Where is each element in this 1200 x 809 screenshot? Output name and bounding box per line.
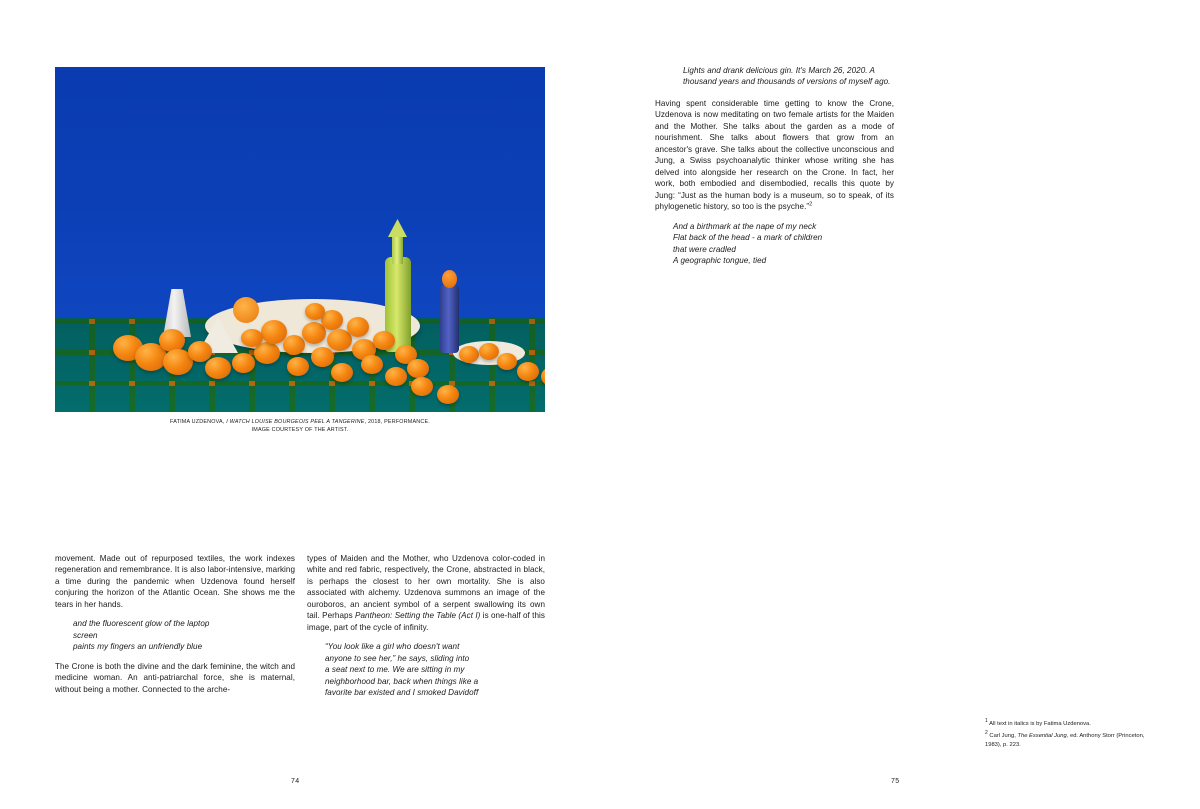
footnote-text: All text in italics is by Fatima Uzdenova. (989, 721, 1091, 727)
verse-line: and the fluorescent glow of the laptop (73, 619, 210, 629)
figure-caption (55, 418, 545, 434)
photo-tangerine (361, 355, 383, 374)
page-number-right: 75 (891, 778, 900, 785)
photo-tangerine (459, 346, 479, 363)
photo-blue-bottle (440, 285, 459, 353)
left-column-a (55, 553, 295, 695)
footnote-number: 2 (985, 730, 988, 737)
figure-block (55, 67, 545, 434)
figure-caption-prefix: FATIMA UZDENOVA, (170, 419, 227, 425)
right-column (655, 65, 894, 275)
figure-caption-suffix: , 2018, PERFORMANCE. (364, 419, 430, 425)
photo-tangerine (479, 343, 499, 360)
paragraph (655, 98, 894, 213)
photo-tangerine (347, 317, 369, 337)
footnote-title: The Essential Jung (1017, 733, 1067, 740)
photo-tangerine (497, 353, 517, 370)
paragraph: The Crone is both the divine and the dark feminine, the witch and medicine woman. An anti-patriarchal force, she is maternal, without being a mother. Connected to the arche- (55, 661, 295, 694)
footnote-tail: , ed. Anthony Storr (Princeton, 1983), p. 223. (985, 733, 1145, 748)
photo-blue-bottle-cap (442, 270, 457, 288)
paragraph (307, 553, 545, 633)
still-life-photograph (55, 67, 545, 412)
verse-line: that were cradled (673, 244, 736, 254)
verse-line: “You look like a girl who doesn't want (325, 642, 460, 652)
verse-line: A geographic tongue, tied (673, 256, 767, 266)
photo-tangerine (311, 347, 334, 367)
verse-line: paints my fingers an unfriendly blue (73, 642, 203, 652)
verse-line: anyone to see her,” he says, sliding into (325, 653, 470, 663)
figure-caption-title: I WATCH LOUISE BOURGEOIS PEEL A TANGERINE (226, 419, 365, 425)
photo-tangerine (283, 335, 305, 355)
footnote-2 (985, 732, 1145, 749)
photo-tangerine (305, 303, 325, 320)
paragraph-part-2: is one-half of this image, part of the cycle of infinity. (307, 611, 545, 632)
footnotes-block (985, 720, 1145, 753)
verse-line: neighborhood bar, back when things like a (325, 676, 479, 686)
figure-caption-credit: IMAGE COURTESY OF THE ARTIST. (251, 427, 349, 434)
verse-line: a seat next to me. We are sitting in my (325, 665, 465, 675)
photo-tangerine (373, 331, 395, 350)
photo-tangerine (331, 363, 353, 382)
verse-line: And a birthmark at the nape of my neck (673, 221, 817, 231)
footnote-number: 1 (985, 718, 988, 725)
photo-tangerine (385, 367, 407, 386)
photo-tangerine (241, 329, 263, 347)
footnote-marker-2[interactable]: 2 (809, 201, 813, 208)
photo-tangerine (411, 377, 433, 396)
photo-tangerine (232, 353, 255, 373)
paragraph-text: Having spent considerable time getting to know the Crone, Uzdenova is now meditating on two female artists for the Maiden and the Mother. She talks about the garden as a mode of nourishment. She talks about flowers that grow from an ancestor's grave. She talks about the collective unconscious and Jung, a Swiss psychoanalytic thinker whose writing she has delved into alongside her research on the Crone. In fact, her work, both embodied and disembodied, recalls this quote by Jung: “Just as the human body is a museum, so to speak, of its phylogenetic history, so too is the psyche.” (655, 98, 894, 212)
left-column-b (307, 553, 545, 707)
photo-juicer (233, 297, 259, 323)
verse-block-bottom (673, 221, 894, 267)
artwork-title: Pantheon: Setting the Table (Act I) (355, 611, 481, 621)
photo-tangerine (287, 357, 309, 376)
photo-tangerine (407, 359, 429, 378)
verse-line: Flat back of the head - a mark of children (673, 233, 823, 243)
footnote-text: Carl Jung, (989, 733, 1018, 740)
page-number-left: 74 (291, 778, 300, 785)
verse-block-top: Lights and drank delicious gin. It's March 26, 2020. A thousand years and thousands of versions of myself ago. (683, 66, 891, 87)
verse-block (73, 618, 295, 652)
verse-block (325, 641, 545, 698)
paragraph-part-1: types of Maiden and the Mother, who Uzdenova color-coded in white and red fabric, respectively, the Crone, abstracted in black, is perhaps the closest to her own mortality. She is also associated with alchemy. Uzdenova summons an image of the ouroboros, an ancient symbol of a serpent swallowing its own tail. Perhaps (307, 554, 545, 621)
photo-blue-backdrop (55, 67, 545, 319)
verse-line: favorite bar existed and I smoked Davidoff (325, 688, 479, 698)
photo-tangerine (205, 357, 231, 379)
photo-tangerine (437, 385, 459, 404)
footnote-1 (985, 720, 1145, 728)
photo-tangerine (517, 362, 539, 381)
verse-line: screen (73, 630, 98, 640)
paragraph: movement. Made out of repurposed textiles, the work indexes regeneration and remembrance. It is also labor-intensive, marking a time during the pandemic when Uzdenova found herself conjuring the horizon of the Atlantic Ocean. She shows me the tears in her hands. (55, 554, 295, 609)
